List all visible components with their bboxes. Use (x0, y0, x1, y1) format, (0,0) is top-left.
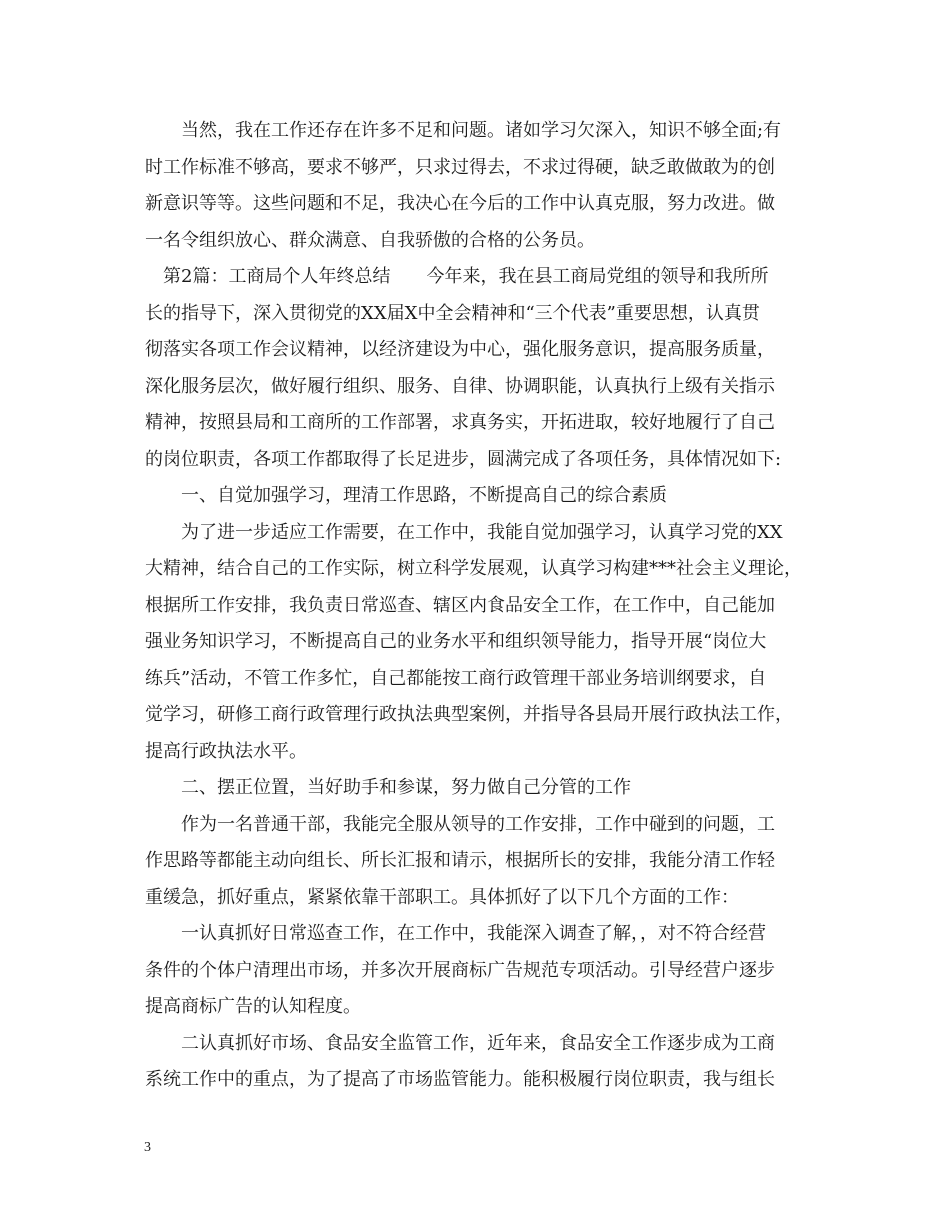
text-line: 系统工作中的重点，为了提高了市场监管能力。能积极履行岗位职责，我与组长 (145, 1069, 775, 1090)
text-line: 觉学习，研修工商行政管理行政执法典型案例，并指导各县局开展行政执法工作， (145, 704, 793, 725)
text-line: 强业务知识学习，不断提高自己的业务水平和组织领导能力，指导开展“岗位大 (145, 631, 767, 652)
text-line: 的岗位职责，各项工作都取得了长足进步，圆满完成了各项任务，具体情况如下: (145, 448, 782, 470)
text-line: 提高行政执法水平。 (145, 740, 307, 762)
text-line: 作为一名普通干部，我能完全服从领导的工作安排，工作中碰到的问题，工 (181, 813, 775, 835)
subheading-line: 二、摆正位置，当好助手和参谋，努力做自己分管的工作 (181, 777, 631, 798)
section-heading-line: 第2篇：工商局个人年终总结 今年来，我在县工商局党组的领导和我所所 (163, 266, 769, 287)
text-line: 二认真抓好市场、食品安全监管工作，近年来，食品安全工作逐步成为工商 (181, 1032, 775, 1054)
text-line: 根据所工作安排，我负责日常巡查、辖区内食品安全工作，在工作中，自己能加 (145, 594, 775, 616)
subheading-line: 一、自觉加强学习，理清工作思路，不断提高自己的综合素质 (181, 485, 667, 506)
text-line: 当然，我在工作还存在许多不足和问题。诸如学习欠深入，知识不够全面;有 (181, 120, 782, 141)
text-line: 新意识等等。这些问题和不足，我决心在今后的工作中认真克服，努力改进。做 (145, 193, 775, 214)
body-text (145, 113, 815, 1099)
text-line: 彻落实各项工作会议精神，以经济建设为中心，强化服务意识，提高服务质量， (145, 339, 775, 360)
text-line: 时工作标准不够高，要求不够严，只求过得去，不求过得硬，缺乏敢做敢为的创 (145, 156, 775, 178)
text-line: 作思路等都能主动向组长、所长汇报和请示，根据所长的安排，我能分清工作轻 (145, 850, 775, 871)
text-line: 精神，按照县局和工商所的工作部署，求真务实，开拓进取，较好地履行了自己 (145, 412, 775, 433)
text-line: 深化服务层次，做好履行组织、服务、自律、协调职能，认真执行上级有关指示 (145, 375, 775, 397)
text-line: 练兵”活动，不管工作多忙，自己都能按工商行政管理干部业务培训纲要求，自 (145, 667, 767, 689)
text-line: 提高商标广告的认知程度。 (145, 996, 361, 1017)
text-line: 长的指导下，深入贯彻党的XX届X中全会精神和“三个代表”重要思想，认真贯 (145, 302, 760, 324)
text-line: 条件的个体户清理出市场，并多次开展商标广告规范专项活动。引导经营户逐步 (145, 959, 775, 981)
text-line: 一认真抓好日常巡查工作，在工作中，我能深入调查了解，，对不符合经营 (181, 923, 766, 944)
page-number: 3 (144, 1140, 151, 1155)
text-line: 为了进一步适应工作需要，在工作中，我能自觉加强学习，认真学习党的XX (181, 521, 783, 543)
text-line: 一名令组织放心、群众满意、自我骄傲的合格的公务员。 (145, 229, 595, 251)
text-line: 重缓急，抓好重点，紧紧依靠干部职工。具体抓好了以下几个方面的工作： (145, 886, 739, 908)
text-line: 大精神，结合自己的工作实际，树立科学发展观，认真学习构建***社会主义理论， (145, 558, 802, 579)
